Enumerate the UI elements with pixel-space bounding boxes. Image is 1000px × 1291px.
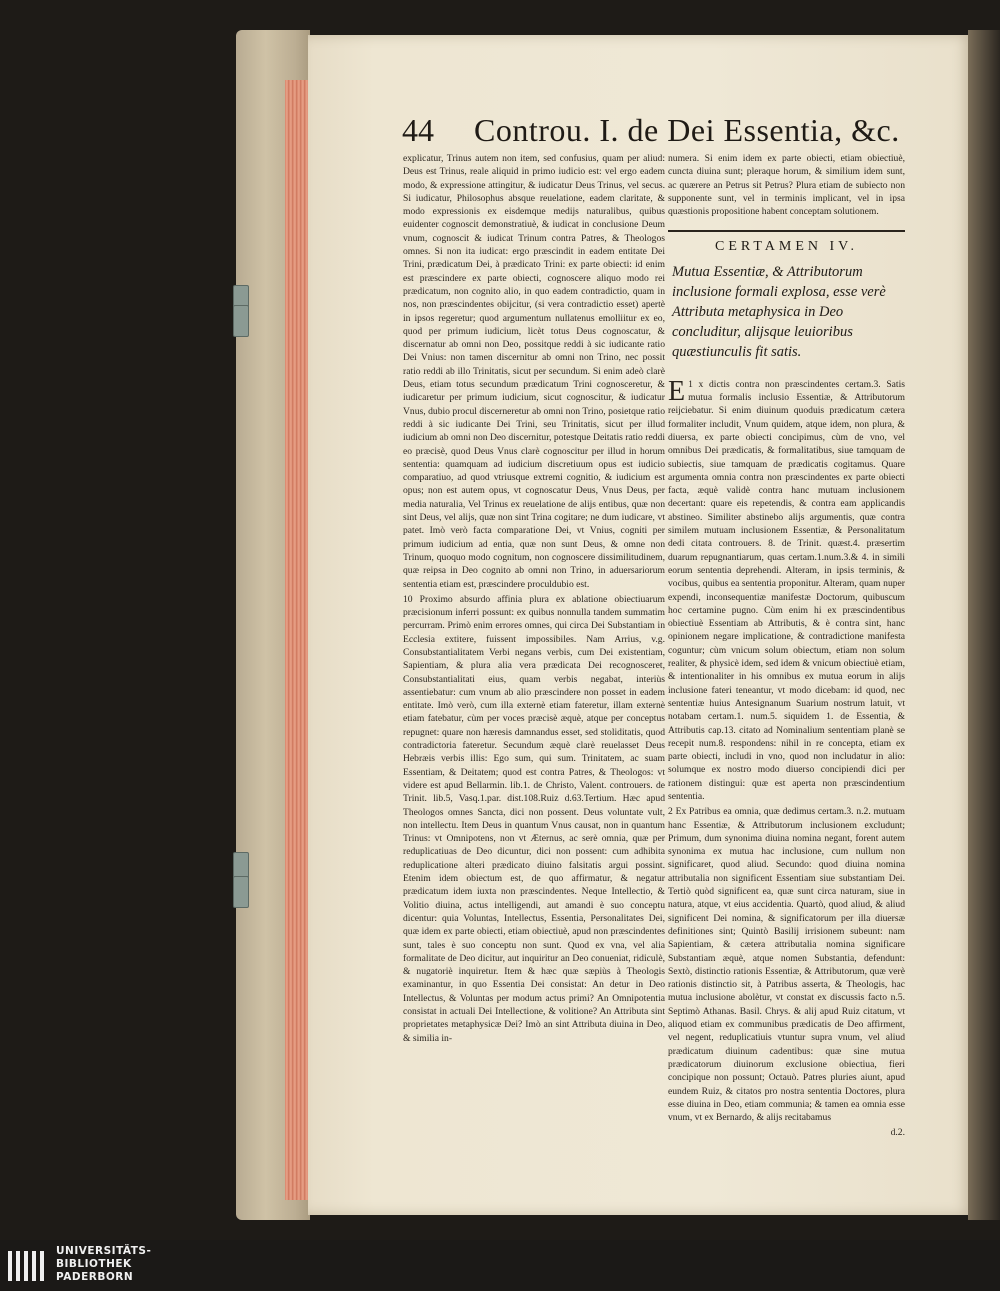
logo-line: BIBLIOTHEK [56, 1258, 132, 1270]
section-heading: CERTAMEN IV. [714, 239, 858, 255]
section-rule [668, 230, 905, 232]
right-paragraph-text: x dictis contra non præscindentes certam.3. Satis mutua formalis inclusio Essentiæ, & Attributorum reijciebatur. Si enim diuinum quoduis prædicatum cætera formaliter includit, Vnum quidem, atque idem, non plura, & diuersa, ex parte obiecti concipimus, cùm de vno, vel omnibus Dei prædicatis, & formalitatibus, siue tamquam de subiectis, siue tamquam de prædicatis cogitamus. Quare argumenta omnia contra non præscindentes ex parte obiecti facta, æquè validè contra hanc mutuam inclusionem decertant: quare eis repetendis, & contra eam applicandis abstineo. Similiter abstinebo alijs argumentis, quæ contra similem mutuam inclusionem Essentiæ, & Personalitatum dedi citata controuers. 8. de Trinit. quæst.4. præsertim duarum repugnantiarum, quas certam.1.num.3.& 4. in simili eorum sententia deprehendi. Alteram, in ipsis terminis, & vocibus, quibus ea sententia proponitur. Alteram, quam nuper expendi, inconsequentiæ manifestæ Doctorum, quibuscum hoc certamine pugno. Cùm enim hi ex præscindentibus obiectiuè Essentiam ab Attributis, & è contra sint, hanc opinionem negare implicatione, & contradictione manifesta coguntur; cùm vnicum solum obiectum, etiam non solum realiter, & physicè idem, sed idem & vnicum obiectiuè etiam, & intentionaliter in his omnibus ex mutua eorum in alijs inclusione fateri teneantur, vt modo dicebam: id quod, nec sententiæ huius Antesignanum Suarium nostrum latuit, vt notabam certam.1. num.5. siquidem 1. de Essentia, & Attributis cap.13. citato ad Nominalium sententiam planè se recepit num.8. respondens: nihil in re concepta, etiam ex parte obiecti, includi in vno, quod non includatur in alio: solumque ex nostro modo diuerso concipiendi dici per rationem distingui: quæ est aperta non præscindentium sententia. [668, 378, 905, 802]
left-column [403, 152, 665, 1047]
library-logo-text [56, 1245, 151, 1284]
right-intro-paragraph: numera. Si enim idem ex parte obiecti, etiam obiectiuè, cuncta diuina sunt; pleraque horum, & similium idem sunt, ac quærere an Petrus sit Petrus? Plura etiam de subiecto non supponente sunt, vel in terminis implicant, vel in ipsa quæstionis propositione habent conceptam solutionem. [668, 153, 905, 218]
drop-cap: E [668, 375, 686, 407]
section-title: Mutua Essentiæ, & Attributorum inclusione formali explosa, esse verè Attributa metaphysica in Deo concluditur, alijsque leuioribus quæstiunculis fit satis. [672, 263, 886, 360]
right-paragraph [668, 375, 905, 804]
facing-page-shadow [968, 30, 1000, 1220]
right-column [668, 152, 905, 1140]
right-paragraph: 2 Ex Patribus ea omnia, quæ dedimus certam.3. n.2. mutuam hanc Essentiæ, & Attributorum inclusionem excludunt; Primum, dum synonima diuina nomina negant, forent autem synonima ex mutua hac inclusione, cum nullum non significaret, quod aliud. Secundo: quod diuina nomina attributalia non significent Essentiam siue substantiam Dei. Tertiò quòd significent ea, quæ sunt circa naturam, siue in natura, atque, vt eius accidentia. Quartò, quod aliud, & aliud significent Dei nomina, & significatorum per illa diuersæ definitiones sint; Quintò Basilij irrisionem subeunt: nam Sapientiam, & cætera attributalia nomina significare Substantiam æquè, atque nomen Substantia, defendunt: Sextò, distinctio rationis Essentiæ, & Attributorum, quæ verè rationis distinctio sit, à Patribus asserta, & Theologis, hac mutua inclusione abolètur, vt constat ex discussis facto n.5. Septimò Athanas. Basil. Chrys. & alij apud Ruiz citatum, vt aliquod etiam ex communibus prædicatis de Deo affirment, vel negent, reduplicatiuis vtuntur supra vnum, vel aliud prædicatum diuinum cadentibus: quæ sine mutua prædicatorum diuinorum exclusione obiectiua, fieri concipique non possunt; Octauò. Patres pluries aiunt, apud eundem Ruiz, & citatos pro nostra sententia Doctores, plura esse diuina in Deo, etiam communia; & tamen ea omnia esse vnum, vt ex Bernardo, & alijs recitabamus [668, 806, 905, 1124]
library-columns-logo-icon [6, 1245, 50, 1285]
page-header [402, 112, 902, 156]
left-paragraph: explicatur, Trinus autem non item, sed confusius, quam per aliud: Deus est Trinus, reale aliquid in primo iudicio est: vel ergo eadem modo, & expressione attingitur, & iudicatur Deus Trinus, vel secus. Si iudicatur, Philosophus absque reuelatione, eadem claritate, & modo expressionis ex eisdemque medijs naturalibus, quibus euidenter cognoscit demonstratiuè, & iudicat in conclusione Deum vnum, cognoscit & iudicat Trinum contra Patres, & Theologos omnes. Si non ita iudicat: ergo præscindit in eadem entitate Dei Trini, prædicatum Dei, à prædicato Trini: ex parte obiecti: id enim est præscindere ex parte obiecti, cognoscere aliquo modo rei prædicatum, non cognito alio, in quo eadem contradictio, quam in nos, non præscindentes obijcitur, (si vera contradictio esset) apertè in ipsos regeretur; quod argumentum nullatenus emolliitur ex eo, quod per primum iudicium, licèt totus Deus cognoscatur, & discernatur ab omni non Deo, possitque reddi à sic iudicante ratio Dei Vnius: non tamen discernitur ab omni non Trino, nec possit ratio reddi ab illo Trinitatis, sicut per secundum. Si enim adeò clarè Deus, etiam totus secundum prædicatum Trini cognosceretur, & iudicaretur per primum iudicium, sicut cognoscitur, & iudicatur Vnus, dubio procul discerneretur ab omni non Trino, posietque ratio reddi à sic iudicante Dei Trini, seu Trinitatis, sicut per illud iudicium ab omni non Deo discernitur, potestque Deitatis ratio reddi eo præcisè, quod Deus Vnus clarè cognoscitur per illud in horum sententia: quamquam ad iudicium discretiuum opus est iudicio comparatiuo, ad quod vtriusque extremi cognitio, & iudicium est opus; non est autem opus, vt cognoscatur Deus, Vnus Deus, per media naturalia, Vel Trinus ex reuelatione de alijs entibus, quæ non sint Deus, vel alijs, quæ non sint Trina cogitare; ne dum iudicare, vt patet. Imò verò facta comparatione Dei, vt Vnius, cogniti per primum iudicium ad entia, quæ non sunt Deus, & omne non Trinum, quoquo modo cognitum, non cognoscere dissimilitudinem, quæ reipsa in Deo cognito ab omni non Trino, in aduersariorum sententia etiam est, præscindere proculdubio est. [403, 153, 665, 590]
clasp-icon [233, 305, 249, 337]
logo-line: PADERBORN [56, 1271, 134, 1283]
catchword: d.2. [890, 1127, 905, 1139]
clasp-icon [233, 876, 249, 908]
paragraph-number: 1 [688, 378, 693, 390]
left-paragraph: 10 Proximo absurdo affinia plura ex ablatione obiectiuarum præcisionum inferri possunt: ex quibus nonnulla tandem summatim percurram. Primò enim errores omnes, qui circa Dei Substantiam in Ecclesia extitere, fuissent impossibiles. Nam Arrius, v.g. Consubstantialitatem Verbi negans verbis, cum Dei existentiam, Sapientiam, & plura alia vera prædicata Dei recognosceret, Consubstantialitati eius, quam verbis negabat, interiùs assentiebatur: cum vnum ab alio præscindere non posset in eadem entitate. Imò verò, cum illa externè etiam fateretur, illam externè etiam fatebatur, cùm per voces præcisè æquè, atque per conceptus repugnet: quare non hæresis damnandus esset, sed stoliditatis, quod contradictoria fateretur. Secundum æquè clarè reuelasset Deus Hebræis verbis illis: Ego sum, qui sum. Trinitatem, ac suam Essentiam, & Deitatem; quod est contra Patres, & Theologos: vt videre est apud Bellarmin. lib.1. de Christo, Valent. controuers. de Trinit. lib.5, Vasq.1.par. dist.108.Ruiz d.63.Tertium. Hæc apud Theologos omnes Sancta, dici non possent. Deus voluntate vult, non intellectu. Item Deus in quantum Vnus causat, non in quantum Trinus: vt Omnipotens, non vt Æternus, ac serè omnia, quæ per reduplicatiuas de Deo dicuntur, dici non possent: cum adhibita reduplicatione alteri prædicato diuino falsitatis argui possint. Etenim idem obiectum est, de quo affirmatur, & negatur prædicatum idem iuxta non præscindentes. Neque Intellectio, & Volitio diuina, actus intelligendi, aut amandi è suo conceptu dicentur: quia Voluntas, Intellectus, Essentia, Personalitates Dei, quæ idem ex parte obiecti, etiam obiectiuè, apud non præscindentes sunt, tales è suo conceptu non sunt. Quod ex vna, vel alia formalitate de Deo dicitur, aut inquiritur an Deo conueniat, ridiculè, & nugatoriè inquiretur. Item & hæc quæ sæpiùs à Theologis examinantur, in quo Essentia Dei consistat: An detur in Deo Intellectus, & Voluntas per modum actus primi? An Omnipotentia consistat in actuali Dei Intellectione, & volitione? An Attributa sint proprietates metaphysicæ Dei? Imò an sint Attributa diuina in Deo, & similia in- [403, 593, 665, 1044]
logo-line: UNIVERSITÄTS- [56, 1245, 152, 1257]
page-number: 44 [402, 112, 434, 148]
running-head: Controu. I. de Dei Essentia, &c. [474, 112, 900, 148]
